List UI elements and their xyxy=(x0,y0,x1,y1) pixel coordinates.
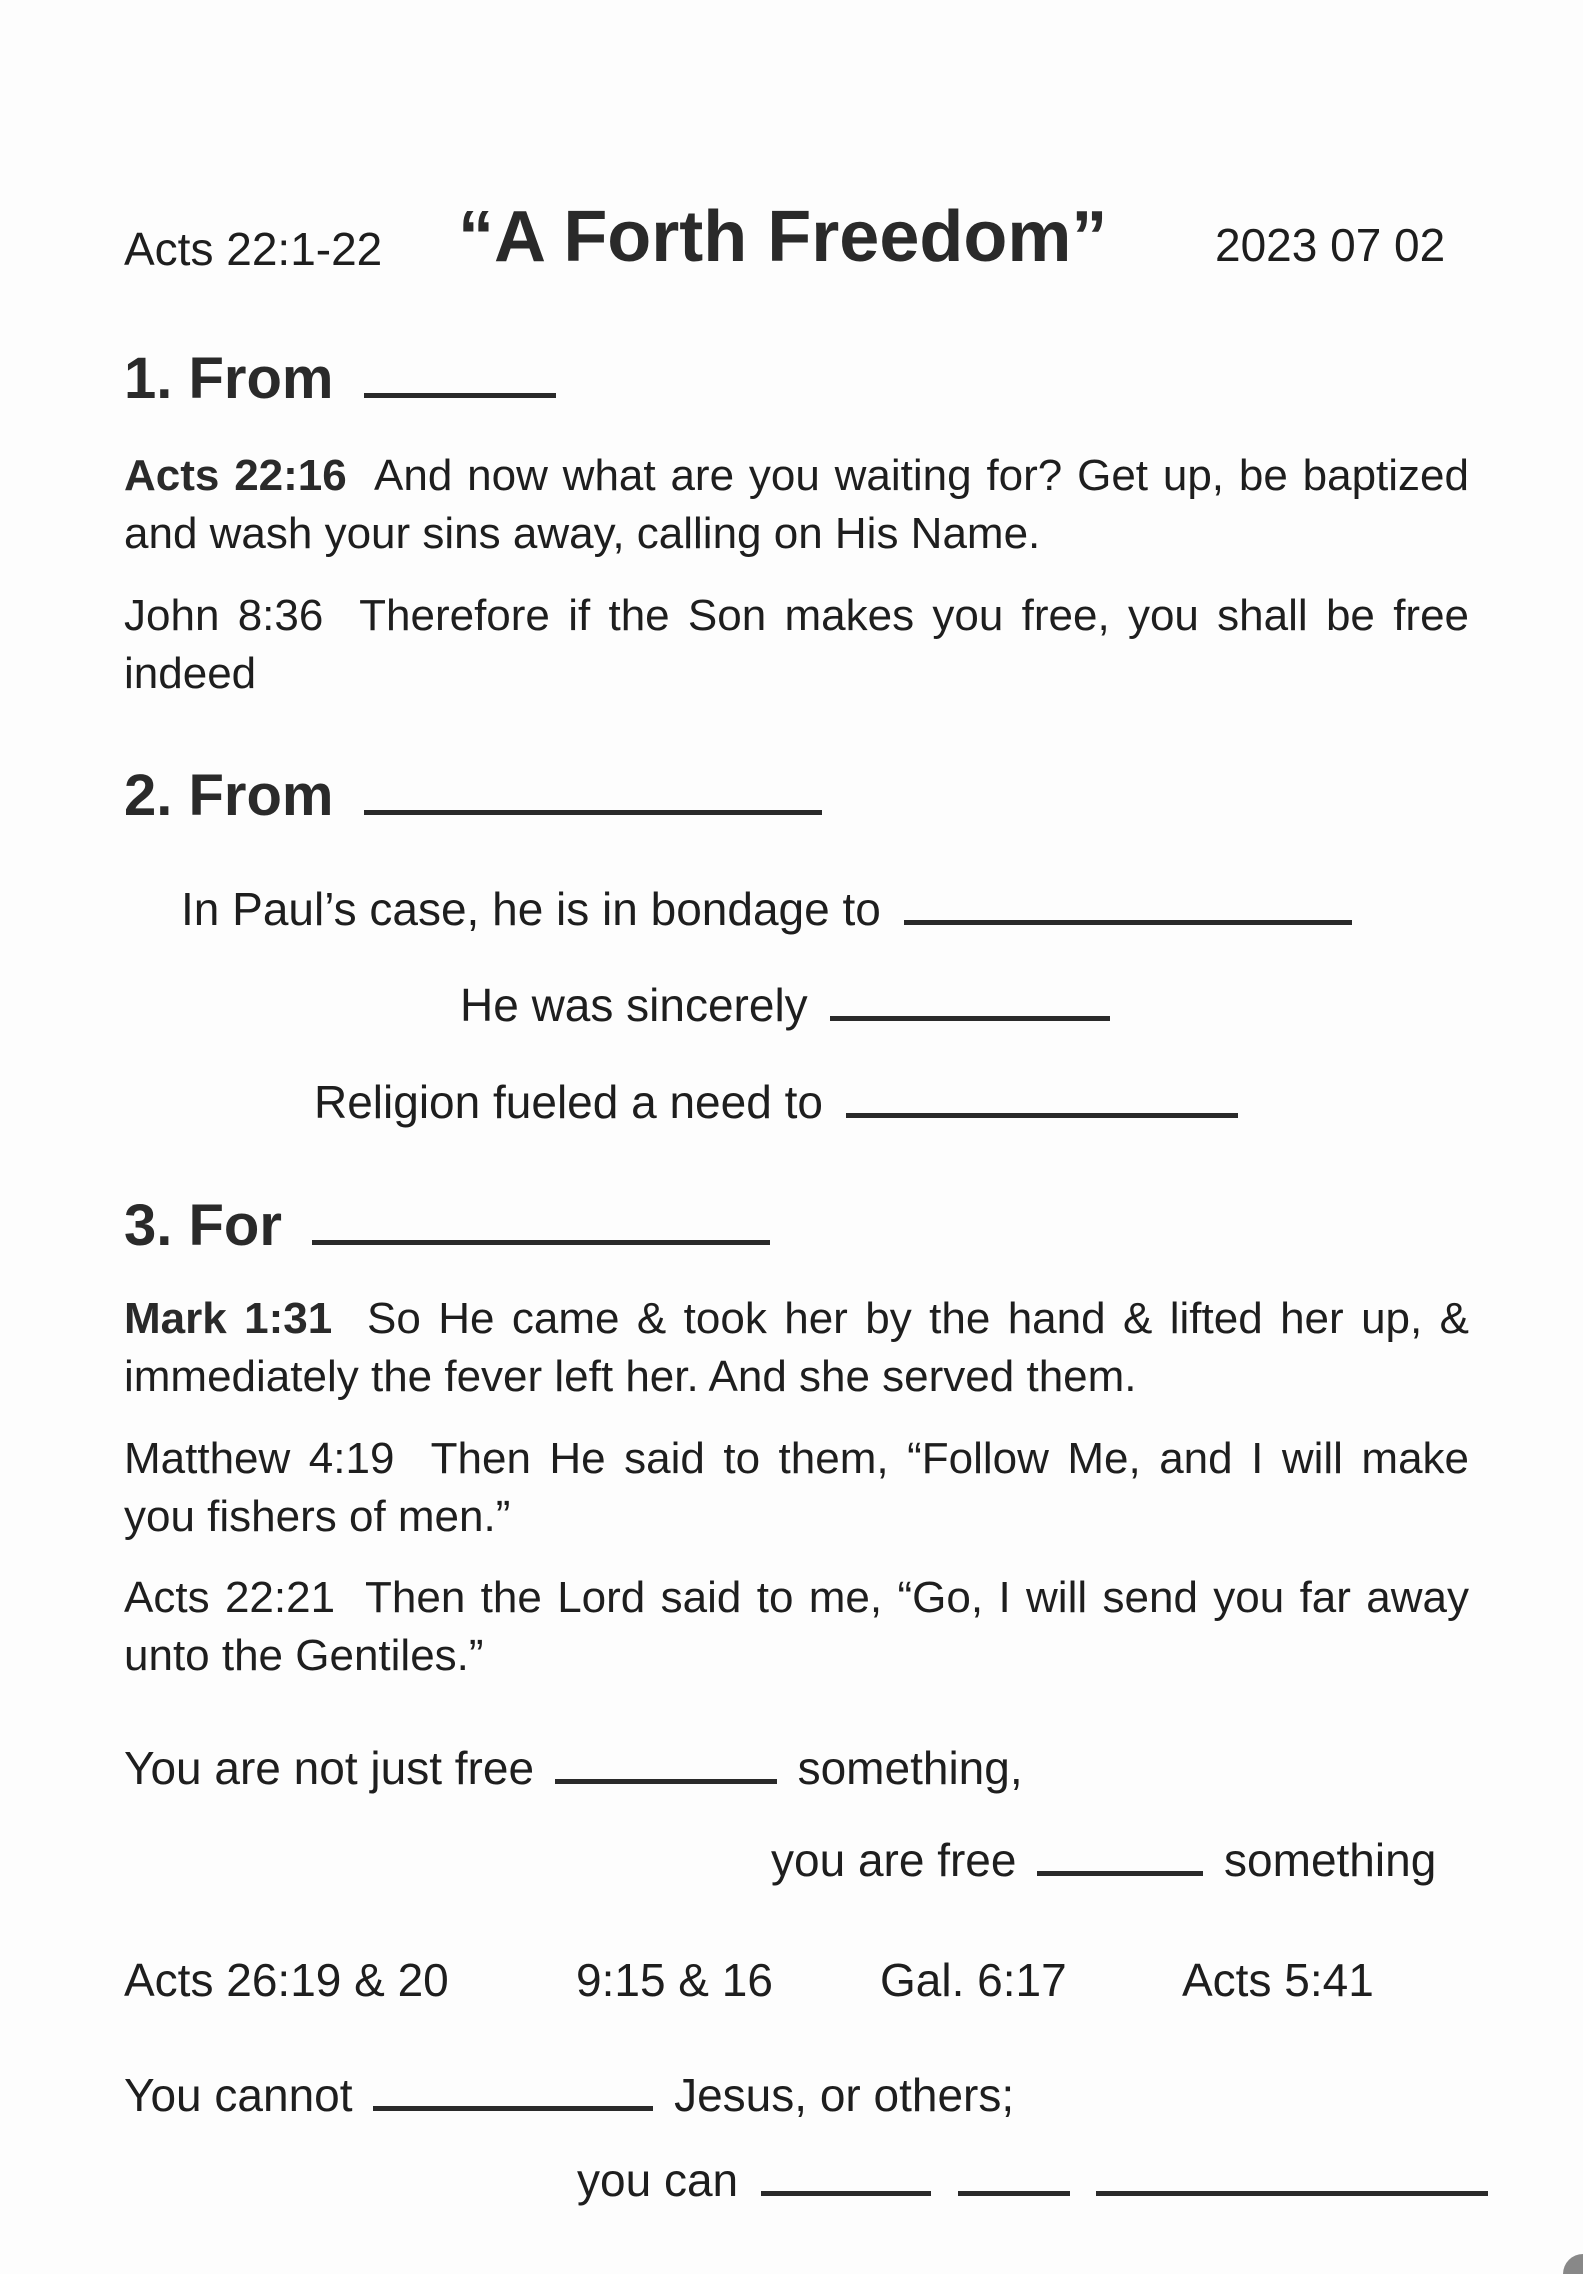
verse-ref: Matthew 4:19 xyxy=(124,1434,395,1483)
fill-in-blank[interactable] xyxy=(312,1240,770,1245)
scripture-reference: Acts 22:1-22 xyxy=(124,223,383,275)
verse-text: And now what are you waiting for? Get up, be baptized and wash your sins away, calling on His Name. xyxy=(124,451,1469,558)
fill-in-blank[interactable] xyxy=(1037,1871,1203,1876)
prompt-text: Religion fueled a need to xyxy=(314,1076,823,1128)
section-3-heading xyxy=(124,1192,770,1259)
fill-in-blank[interactable] xyxy=(761,2191,931,2196)
verse-text: Then He said to them, “Follow Me, and I will make you fishers of men.” xyxy=(124,1434,1470,1541)
section-heading-label: 1. From xyxy=(124,346,334,411)
verse-text: Then the Lord said to me, “Go, I will send you far away unto the Gentiles.” xyxy=(124,1573,1470,1680)
statement-text: Jesus, or others; xyxy=(674,2069,1015,2121)
fill-in-blank[interactable] xyxy=(1096,2191,1488,2196)
verse-ref: Acts 22:21 xyxy=(124,1573,336,1622)
verse xyxy=(124,587,1469,703)
verse xyxy=(124,1569,1469,1685)
verse xyxy=(124,1430,1469,1546)
date: 2023 07 02 xyxy=(1215,219,1446,271)
verse-ref: Acts 22:16 xyxy=(124,451,347,500)
prompt-line xyxy=(181,882,1352,936)
statement-text: something xyxy=(1224,1834,1437,1886)
prompt-text: In Paul’s case, he is in bondage to xyxy=(181,883,881,935)
prompt-text: He was sincerely xyxy=(460,979,808,1031)
free-statement-line-2 xyxy=(771,1833,1436,1887)
statement-text: You cannot xyxy=(124,2069,353,2121)
reference-item: Acts 5:41 xyxy=(1182,1954,1374,2006)
statement-text: You are not just free xyxy=(124,1742,535,1794)
page-title: “A Forth Freedom” xyxy=(458,197,1108,277)
reference-item: Acts 26:19 & 20 xyxy=(124,1954,449,2006)
scan-artifact xyxy=(1563,2254,1583,2274)
section-heading-label: 3. For xyxy=(124,1193,282,1258)
verse-ref: Mark 1:31 xyxy=(124,1294,333,1343)
fill-in-blank[interactable] xyxy=(830,1016,1110,1021)
fill-in-blank[interactable] xyxy=(364,393,556,398)
fill-in-blank[interactable] xyxy=(373,2106,653,2111)
section-2-heading xyxy=(124,762,822,829)
verse-text: So He came & took her by the hand & lifted her up, & immediately the fever left her. And she served them. xyxy=(124,1294,1470,1401)
statement-text: you can xyxy=(577,2154,739,2206)
fill-in-blank[interactable] xyxy=(555,1779,777,1784)
closing-line-1 xyxy=(124,2068,1014,2122)
fill-in-blank[interactable] xyxy=(364,810,822,815)
verse xyxy=(124,447,1469,563)
fill-in-blank[interactable] xyxy=(958,2191,1070,2196)
prompt-line xyxy=(314,1075,1238,1129)
fill-in-blank[interactable] xyxy=(846,1113,1238,1118)
section-1-heading xyxy=(124,345,556,412)
reference-item: Gal. 6:17 xyxy=(880,1954,1067,2006)
prompt-line xyxy=(460,978,1110,1032)
closing-line-2 xyxy=(577,2153,1488,2207)
verse xyxy=(124,1290,1469,1406)
section-heading-label: 2. From xyxy=(124,763,334,828)
statement-text: you are free xyxy=(771,1834,1017,1886)
verse-text: Therefore if the Son makes you free, you shall be free indeed xyxy=(124,591,1470,698)
fill-in-blank[interactable] xyxy=(904,920,1352,925)
reference-item: 9:15 & 16 xyxy=(576,1954,773,2006)
verse-ref: John 8:36 xyxy=(124,591,324,640)
statement-text: something, xyxy=(797,1742,1023,1794)
free-statement-line-1 xyxy=(124,1741,1023,1795)
